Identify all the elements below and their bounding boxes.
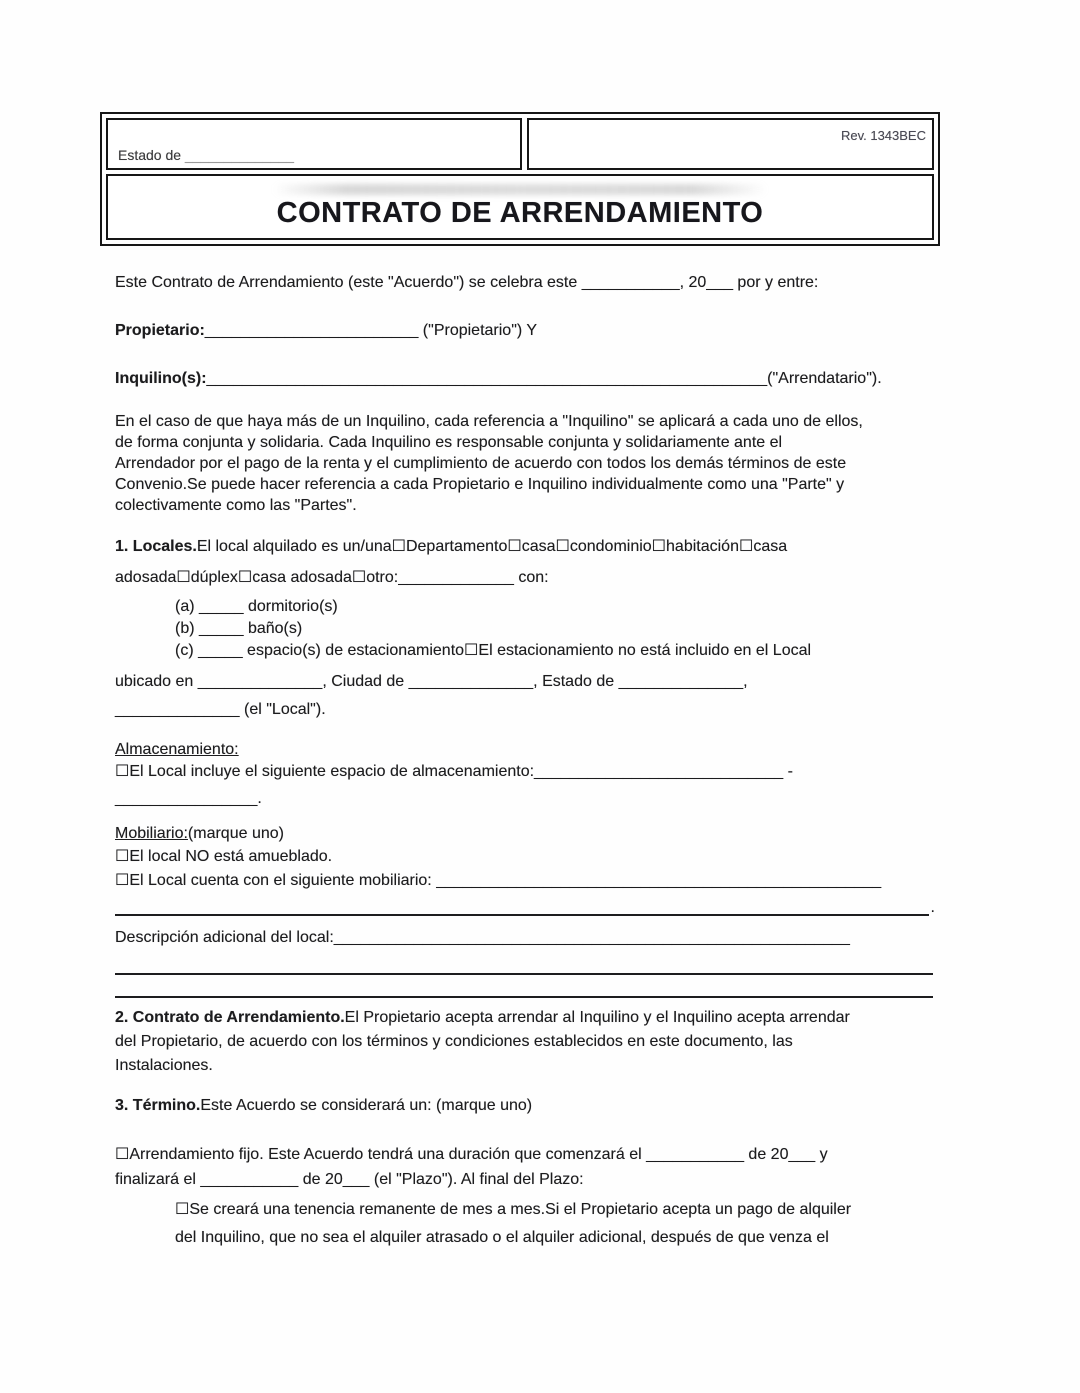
header-state-cell bbox=[106, 118, 522, 170]
furnishings-blank: __________________________________________________ bbox=[436, 872, 882, 889]
furnishings-write-in-line: . bbox=[115, 896, 935, 919]
fixed-term-line-1: ☐Arrendamiento fijo. Este Acuerdo tendrá una duración que comenzará el ___________ de 20___ y bbox=[115, 1146, 828, 1163]
preamble-line: Convenio.Se puede hacer referencia a cada Propietario e Inquilino individualmente como una "Parte" y bbox=[115, 476, 845, 493]
section-2-line-3: Instalaciones. bbox=[115, 1057, 213, 1074]
state-blank: ______________ bbox=[184, 147, 294, 163]
landlord-rest: ("Propietario") Y bbox=[418, 322, 538, 339]
section-1-line-1 bbox=[115, 536, 935, 558]
address-line-1: ubicado en ______________, Ciudad de ______________, Estado de ______________, bbox=[115, 673, 748, 690]
section-1-options: El local alquilado es un/una☐Departamento☐casa☐condominio☐habitación☐casa bbox=[196, 538, 788, 555]
header-revision-cell bbox=[527, 118, 934, 170]
scan-artifact bbox=[273, 184, 767, 195]
address-line-2: ______________ (el "Local"). bbox=[115, 701, 326, 718]
storage-checkbox-line: ☐El Local incluye el siguiente espacio de almacenamiento:____________________________ - bbox=[115, 763, 793, 780]
section-2-lease bbox=[115, 1006, 935, 1078]
bathrooms-item: (b) _____ baño(s) bbox=[175, 620, 303, 637]
state-label: Estado de bbox=[118, 147, 182, 163]
title-box bbox=[106, 174, 934, 240]
bedrooms-item: (a) _____ dormitorio(s) bbox=[175, 598, 338, 615]
preamble-paragraph bbox=[115, 411, 935, 516]
section-3-term bbox=[115, 1095, 935, 1249]
furnishings-heading-rest: (marque uno) bbox=[187, 825, 284, 842]
preamble-line: colectivamente como las "Partes". bbox=[115, 497, 357, 514]
holdover-line-2: del Inquilino, que no sea el alquiler atrasado o el alquiler adicional, después de que venza el bbox=[175, 1229, 829, 1246]
tenant-field bbox=[115, 368, 935, 390]
landlord-label: Propietario: bbox=[115, 322, 205, 339]
fixed-term-line-2: finalizará el ___________ de 20___ (el "Plazo"). Al final del Plazo: bbox=[115, 1171, 584, 1188]
landlord-field bbox=[115, 320, 935, 342]
section-3-heading-line: 3. Término.Este Acuerdo se considerará un: (marque uno) bbox=[115, 1097, 533, 1114]
revision-number: Rev. 1343BEC bbox=[840, 128, 926, 143]
preamble-line: de forma conjunta y solidaria. Cada Inquilino es responsable conjunta y solidariamente ante el bbox=[115, 434, 783, 451]
section-2-line-1: 2. Contrato de Arrendamiento.El Propietario acepta arrendar al Inquilino y el Inquilino acepta arrendar bbox=[115, 1009, 850, 1026]
ruled-line bbox=[115, 978, 933, 998]
preamble-line: Arrendador por el pago de la renta y el cumplimiento de acuerdo con todos los demás términos de este bbox=[115, 455, 847, 472]
page-title: CONTRATO DE ARRENDAMIENTO bbox=[276, 197, 764, 229]
tenant-label: Inquilino(s): bbox=[115, 370, 207, 387]
tenant-rest: ("Arrendatario"). bbox=[767, 370, 882, 387]
header-box bbox=[100, 112, 940, 246]
section-1-line-2: adosada☐dúplex☐casa adosada☐otro:_____________ con: bbox=[115, 569, 549, 586]
holdover-line-1: ☐Se creará una tenencia remanente de mes a mes.Si el Propietario acepta un pago de alquiler bbox=[175, 1201, 852, 1218]
storage-continuation-line: ________________. bbox=[115, 790, 262, 807]
furnishings-heading: Mobiliario: bbox=[115, 825, 188, 842]
furnishings-option-unfurnished: ☐El local NO está amueblado. bbox=[115, 848, 333, 865]
additional-description-blank: __________________________________________________________ bbox=[333, 929, 850, 946]
ruled-line bbox=[115, 896, 929, 916]
preamble-line: En el caso de que haya más de un Inquilino, cada referencia a "Inquilino" se aplicará a cada uno de ellos, bbox=[115, 413, 863, 430]
section-3-heading: 3. Término. bbox=[115, 1097, 201, 1114]
document-body bbox=[115, 272, 935, 1249]
parking-item: (c) _____ espacio(s) de estacionamiento☐El estacionamiento no está incluido en el Local bbox=[175, 642, 812, 659]
intro-line: Este Contrato de Arrendamiento (este "Acuerdo") se celebra este ___________, 20___ por y entre: bbox=[115, 274, 819, 291]
section-2-heading: 2. Contrato de Arrendamiento. bbox=[115, 1009, 345, 1026]
section-2-line-2: del Propietario, de acuerdo con los términos y condiciones establecidos en este documento, las bbox=[115, 1033, 793, 1050]
ruled-line bbox=[115, 955, 933, 975]
state-field bbox=[118, 147, 294, 163]
additional-description-field bbox=[115, 927, 935, 949]
additional-description-label: Descripción adicional del local: bbox=[115, 929, 334, 946]
section-1-premises bbox=[115, 536, 935, 998]
storage-heading: Almacenamiento: bbox=[115, 741, 239, 758]
section-1-heading: 1. Locales. bbox=[115, 538, 197, 555]
landlord-blank: ________________________ bbox=[204, 322, 419, 339]
furnishings-heading-line bbox=[115, 823, 935, 845]
header-top-row bbox=[106, 118, 934, 170]
furnishings-option-furnished: ☐El Local cuenta con el siguiente mobiliario: __________________________________________________ bbox=[115, 872, 882, 889]
tenant-blank: _______________________________________________________________ bbox=[206, 370, 768, 387]
